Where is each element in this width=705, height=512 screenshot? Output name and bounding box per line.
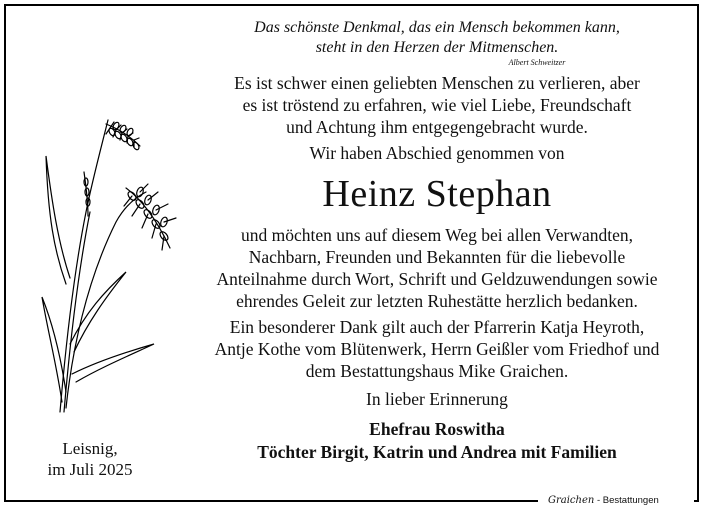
signer-line: Ehefrau Roswitha xyxy=(369,419,505,439)
place-date xyxy=(30,438,150,480)
thanks-line: Nachbarn, Freunden und Bekannten für die liebevolle xyxy=(248,247,626,267)
opening-paragraph xyxy=(182,72,692,138)
quote-line: Das schönste Denkmal, das ein Mensch bekommen kann, xyxy=(254,19,620,36)
funeral-home-brand: Graichen xyxy=(548,495,595,506)
intro-line: Wir haben Abschied genommen von xyxy=(309,143,565,163)
thanks-line: ehrendes Geleit zur letzten Ruhestätte herzlich bedanken. xyxy=(236,291,638,311)
thanks-paragraph xyxy=(182,224,692,312)
thanks-line: Anteilnahme durch Wort, Schrift und Geldzuwendungen sowie xyxy=(216,269,658,289)
special-thanks-line: Antje Kothe vom Blütenwerk, Herrn Geißler vom Friedhof und xyxy=(214,339,660,359)
opening-line: und Achtung ihm entgegengebracht wurde. xyxy=(286,117,588,137)
quote-line: steht in den Herzen der Mitmenschen. xyxy=(315,39,559,56)
deceased-name: Heinz Stephan xyxy=(322,173,552,215)
quote-author: Albert Schweitzer xyxy=(508,58,566,67)
announcement-text xyxy=(182,18,692,464)
wheat-stalk-icon xyxy=(26,112,186,432)
place-line: Leisnig, xyxy=(62,439,118,458)
funeral-home-suffix: - Bestattungen xyxy=(596,495,659,506)
special-thanks-paragraph xyxy=(182,316,692,382)
closing-line: In lieber Erinnerung xyxy=(366,389,508,409)
opening-line: Es ist schwer einen geliebten Menschen zu verlieren, aber xyxy=(234,73,640,93)
signer-line: Töchter Birgit, Katrin und Andrea mit Familien xyxy=(257,442,617,462)
date-line: im Juli 2025 xyxy=(47,460,133,479)
thanks-line: und möchten uns auf diesem Weg bei allen Verwandten, xyxy=(240,225,634,245)
special-thanks-line: Ein besonderer Dank gilt auch der Pfarrerin Katja Heyroth, xyxy=(229,317,645,337)
opening-line: es ist tröstend zu erfahren, wie viel Liebe, Freundschaft xyxy=(242,95,632,115)
funeral-home-mark xyxy=(548,494,698,508)
special-thanks-line: dem Bestattungshaus Mike Graichen. xyxy=(305,361,569,381)
